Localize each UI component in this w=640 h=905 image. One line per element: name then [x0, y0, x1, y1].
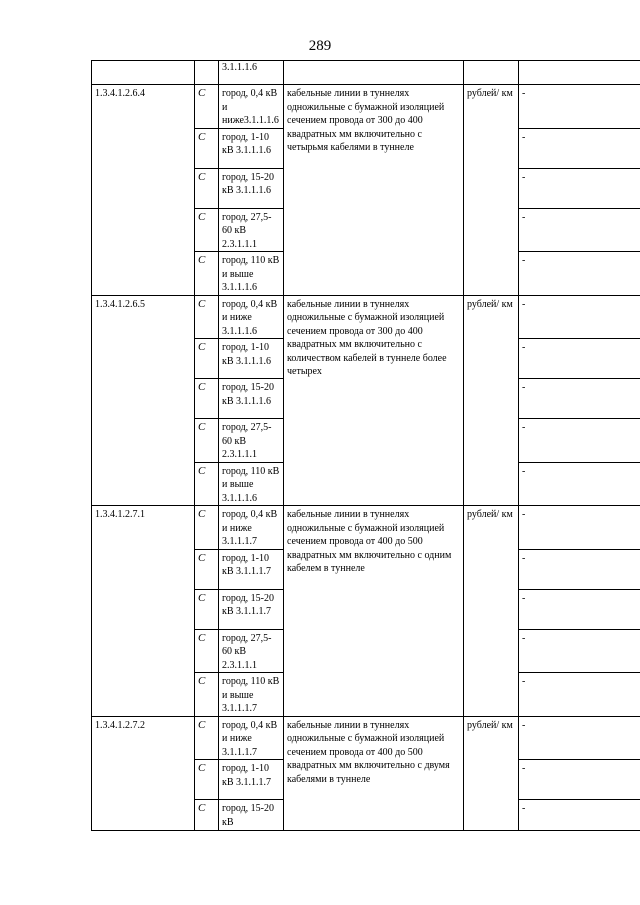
- unit-cell: рублей/ км: [464, 506, 519, 717]
- letter-cell: C: [195, 339, 219, 379]
- letter-cell: C: [195, 800, 219, 831]
- description-cell: кабельные линии в туннелях одножильные с бумажной изоляцией сечением провода от 300 до 400 квадратных мм включительно с количеством кабелей в туннеле более четырех: [284, 295, 464, 506]
- letter-cell: C: [195, 168, 219, 208]
- condition-cell: город, 110 кВ и выше 3.1.1.1.7: [219, 673, 284, 717]
- condition-cell: город, 27,5-60 кВ 2.3.1.1.1: [219, 208, 284, 252]
- value-cell: -: [519, 85, 640, 129]
- condition-cell: город, 15-20 кВ: [219, 800, 284, 831]
- value-cell: -: [519, 760, 640, 800]
- letter-cell: C: [195, 419, 219, 463]
- value-cell: -: [519, 589, 640, 629]
- unit-cell: рублей/ км: [464, 85, 519, 296]
- letter-cell: C: [195, 760, 219, 800]
- condition-cell: город, 15-20 кВ 3.1.1.1.7: [219, 589, 284, 629]
- value-cell: -: [519, 549, 640, 589]
- letter-cell: C: [195, 208, 219, 252]
- value-cell: -: [519, 379, 640, 419]
- letter-cell: C: [195, 128, 219, 168]
- letter-cell: C: [195, 673, 219, 717]
- code-cell: 1.3.4.1.2.6.4: [92, 85, 195, 296]
- code-cell: [92, 61, 195, 85]
- condition-cell: город, 1-10 кВ 3.1.1.1.6: [219, 339, 284, 379]
- condition-cell: город, 15-20 кВ 3.1.1.1.6: [219, 379, 284, 419]
- value-cell: -: [519, 716, 640, 760]
- description-cell: кабельные линии в туннелях одножильные с бумажной изоляцией сечением провода от 300 до 400 квадратных мм включительно с четырьмя кабелями в туннеле: [284, 85, 464, 296]
- table-row: [92, 85, 640, 129]
- condition-cell: город, 15-20 кВ 3.1.1.1.6: [219, 168, 284, 208]
- condition-cell: 3.1.1.1.6: [219, 61, 284, 85]
- condition-cell: город, 0,4 кВ и ниже 3.1.1.1.6: [219, 295, 284, 339]
- condition-cell: город, 110 кВ и выше 3.1.1.1.6: [219, 462, 284, 506]
- value-cell: -: [519, 629, 640, 673]
- description-cell: кабельные линии в туннелях одножильные с бумажной изоляцией сечением провода от 400 до 500 квадратных мм включительно с двумя кабелями в туннеле: [284, 716, 464, 831]
- letter-cell: [195, 61, 219, 85]
- value-cell: -: [519, 128, 640, 168]
- code-cell: 1.3.4.1.2.7.2: [92, 716, 195, 831]
- letter-cell: C: [195, 379, 219, 419]
- value-cell: -: [519, 168, 640, 208]
- tariff-table: [91, 60, 640, 831]
- code-cell: 1.3.4.1.2.7.1: [92, 506, 195, 717]
- value-cell: -: [519, 295, 640, 339]
- value-cell: -: [519, 208, 640, 252]
- condition-cell: город, 1-10 кВ 3.1.1.1.6: [219, 128, 284, 168]
- condition-cell: город, 0,4 кВ и ниже3.1.1.1.6: [219, 85, 284, 129]
- value-cell: -: [519, 252, 640, 296]
- condition-cell: город, 110 кВ и выше 3.1.1.1.6: [219, 252, 284, 296]
- condition-cell: город, 0,4 кВ и ниже 3.1.1.1.7: [219, 506, 284, 550]
- table-row-continued: [92, 61, 640, 85]
- letter-cell: C: [195, 549, 219, 589]
- letter-cell: C: [195, 462, 219, 506]
- letter-cell: C: [195, 629, 219, 673]
- value-cell: -: [519, 419, 640, 463]
- unit-cell: рублей/ км: [464, 716, 519, 831]
- value-cell: -: [519, 506, 640, 550]
- description-cell: кабельные линии в туннелях одножильные с бумажной изоляцией сечением провода от 400 до 500 квадратных мм включительно с одним кабелем в туннеле: [284, 506, 464, 717]
- table-row: [92, 295, 640, 339]
- condition-cell: город, 27,5-60 кВ 2.3.1.1.1: [219, 629, 284, 673]
- value-cell: [519, 61, 640, 85]
- value-cell: -: [519, 673, 640, 717]
- letter-cell: C: [195, 716, 219, 760]
- table-row: [92, 716, 640, 760]
- letter-cell: C: [195, 295, 219, 339]
- value-cell: -: [519, 339, 640, 379]
- description-cell: [284, 61, 464, 85]
- page-number: 289: [308, 38, 332, 54]
- condition-cell: город, 1-10 кВ 3.1.1.1.7: [219, 760, 284, 800]
- value-cell: -: [519, 462, 640, 506]
- value-cell: -: [519, 800, 640, 831]
- letter-cell: C: [195, 589, 219, 629]
- unit-cell: рублей/ км: [464, 295, 519, 506]
- unit-cell: [464, 61, 519, 85]
- condition-cell: город, 0,4 кВ и ниже 3.1.1.1.7: [219, 716, 284, 760]
- letter-cell: C: [195, 85, 219, 129]
- condition-cell: город, 27,5-60 кВ 2.3.1.1.1: [219, 419, 284, 463]
- condition-cell: город, 1-10 кВ 3.1.1.1.7: [219, 549, 284, 589]
- letter-cell: C: [195, 506, 219, 550]
- table-row: [92, 506, 640, 550]
- letter-cell: C: [195, 252, 219, 296]
- code-cell: 1.3.4.1.2.6.5: [92, 295, 195, 506]
